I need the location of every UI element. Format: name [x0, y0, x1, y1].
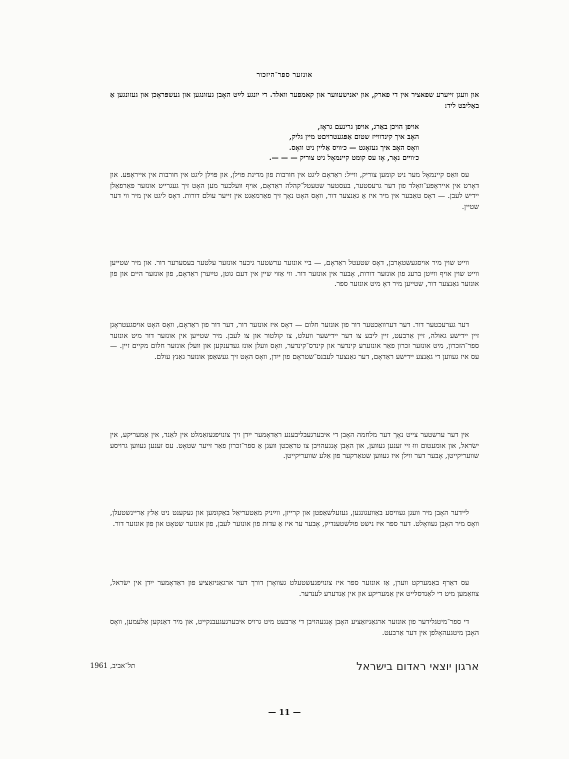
poem-line: אויפן הויכן באַרג, אויפן גרינעם גראָז, — [317, 122, 419, 131]
page-number: — 11 — — [268, 707, 301, 717]
intro-paragraph: און וועגן זייערע שפאציר אין די פארק, און יאנישעווער און קאמפער וואלד. די יונגע לײַט האָבן געזונגען און געשפּראָכן און געזונגען אַ באַליבּט ליד: — [110, 90, 479, 110]
poem-block — [269, 122, 419, 164]
poem-line: וואָס האָבּ איך געזאָגט — כ׳וויס אַליין ניט וואָס. — [289, 142, 419, 152]
body-paragraph — [110, 508, 479, 534]
paragraph-text: דער גערעכטער דור. דער דערוואַכטער דור פון אונזער חלום — דאָס איז אונזער דור, דער דור פון ראַדאָם, וואָס האָט אויסגעטראָגן זיין יידישע גאולה, זיין אַרבעט, זיין ליבע צו דער יידישער וועלט, צו קולטור און צו לעבן. מיר שטייען אין אונזער דור מיט אונזער ספר־הזכרון, מיט אונזער זכרון פאַר אונזערע קינדער און קינדס־קינדער, וואָס וועלן אונז געדענקען און וועלן אונזער חלום מקיים זיין. — עס איז געווען די גאַנצע יידישע ראַדאָם, דער גאַנצער לעבנס־שטראָם פון ייִדן, וואָס האָט זיך געשאַפן אונזער גאַנץ עולם. — [110, 320, 479, 361]
body-paragraph — [110, 170, 479, 217]
paragraph-text: ווייט שוין מיר אויסגעשטאָרבן, דאָס שטעטל ראַדאָם, — ביי אונזער ערשטער גיכער אונזער עלטער בעסערער דור. און מיר שטייען ווייט שוין אויף ווײַטן ברעג פון אונזער דורות, אָבער אין אונזער דור. ווי אַזוי שיין אין דעם גוטן, טײַערן ראַדאָם, פון אונזער היים און פון אונזער גאַנצער דור, שטייען מיר דאָ מיט אונזער ספר. — [110, 258, 479, 289]
running-header: אונזער ספר־היזכור — [256, 70, 313, 79]
body-paragraph — [110, 578, 479, 604]
poem-line: כ׳וויים נאָר, אָז עס קומט קיינמאָל ניט צוריק — — —. — [269, 153, 419, 163]
paragraph-text: די ספר־מיטגלידער פון אונזער ארגאַניזאַציע האָבן אָנגעהויבן די אַרבעט מיט גרויס איבערגעגעבנקייט, און מיר דאַנקען אַלעמען, וואָס האָבן מיטגעהאָלפן אין דער אַרבעט. — [110, 617, 479, 637]
body-paragraph — [110, 258, 479, 295]
body-paragraph — [110, 320, 479, 367]
paragraph-text: עס דאַרף באַמערקט ווערן, אַז אונזער ספר איז צונויפגעשטעלט געוואָרן דורך דער ארגאַניזאַציע פון ראַדאָמער ייִדן אין ישׂראל, צוזאַמען מיט די לאַנדסלייט אין אַמעריקע און אין אַנדערע לענדער. — [110, 578, 479, 598]
body-paragraph — [110, 617, 479, 643]
signature: ארגון יוצאי ראדום בישראל — [356, 660, 479, 673]
paragraph-text: אין דער ערשטער צייט נאָך דער מלחמה האָבן די איבערגעבליבענע ראַדאָמער ייִדן זיך צונויפגעזאַמלט אין לאַנד, אין אַמעריקע, אין ישׂראל, און אומעטום וווּ זיי זענען געווען, און האָבן אָנגעהויבן צו טראַכטן וועגן אַ ספר־זכרון פאַר זייער שטאָט. עס זענען געווען גרויסע שוועריקייטן, אָבער דער ווילן איז געווען שטאַרקער פון אַלע שוועריקייטן. — [110, 430, 479, 461]
paragraph-text: ליידער האָבן מיר וועגן געוויסע באַוועגונגען, געזעלשאַפטן און קרייזן, ווײַניק מאַטעריאַל באַקומען און געקענט ניט אַלץ אַריינשטעלן, וואָס מיר האָבן געוואָלט. דער ספר איז נישט פולשטענדיק, אָבער ער איז אַ עדות פון אונזער לעבן, פון אונזער שטאָט און פון אונזער דור. — [110, 508, 479, 528]
place-date: תל־אביב, 1961 — [90, 662, 136, 670]
poem-line: האָבּ איך קינדווייז שטום אַפּגעטרויםט מיין גליק, — [289, 132, 419, 142]
body-paragraph — [110, 430, 479, 467]
paragraph-text: עס וואַס קיינמאָל מער ניט קומען צוריק, ווייל: ראַדאָם ליגט אין חורבות פון מדינת פּױלן, און פּױלן ליגט אין חורבות אין אייראָפּע. און דאָרט אין אייראָפּע־וואָלד פון דער גרעסטער, בעסטער שטעטל־קהלה ראַדאָם, אויף וועלכער מען האָט זיך געגרייט אונזער פאַרפאַלן יידיש לעבן. — דאָס טאַבער אין מיר איז אַ גאַנצער דור, וואָס האָט נאָך זיך פאַרמאַגט אין זייער עולם דורות. דאָס ליגט אין מיר ווי דער שטיין. — [110, 170, 479, 211]
